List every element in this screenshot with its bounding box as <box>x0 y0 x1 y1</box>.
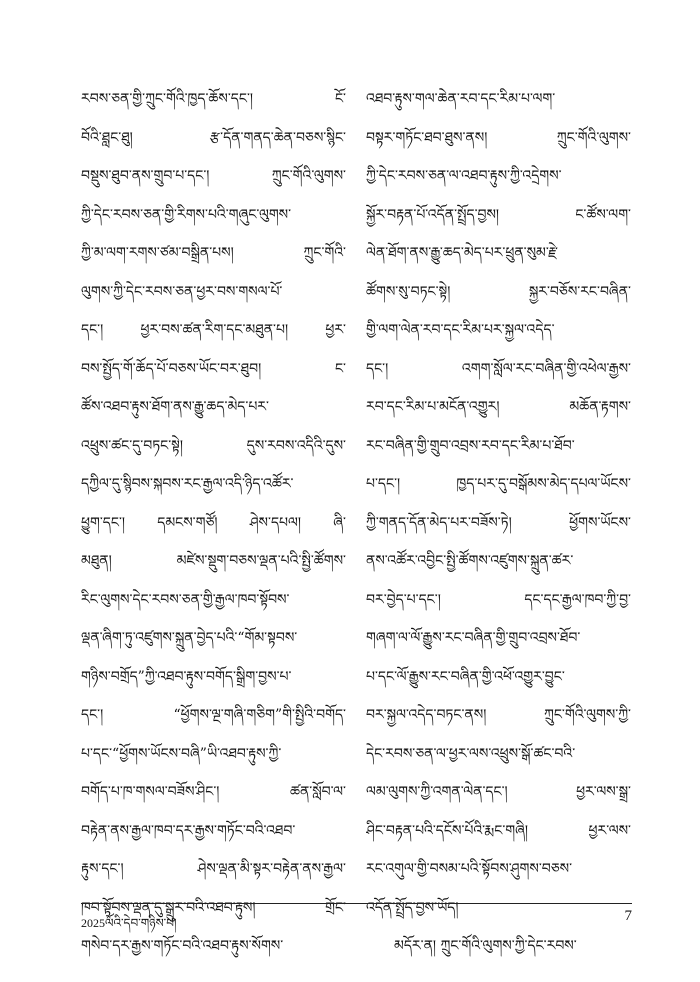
text-line: རང་འགུལ་གྱི་བསམ་པའི་སྟོབས་ཤུགས་བཅས་ <box>366 861 573 877</box>
text-line: གཉིས་བགྲོད”ཀྱི་འཐབ་རྟུས་བགོད་སྒྲིག་བྱས་པ་ <box>81 668 292 685</box>
text-line: ཤིང་བརྟན་པའི་དངོས་པོའི་རྨང་གཞི། ཕྱར་ལས་ <box>366 822 631 839</box>
text-line: དེང་རབས་ཅན་ལ་ཕྱར་ལས་འཕྲུས་སྒོ་ཚང་བའི་ <box>366 745 576 762</box>
text-line: ཀྱི་དེང་རབས་ཅན་གྱི་རིགས་པའི་གཞུང་ལུགས་ <box>81 206 292 223</box>
text-line: གཞག་ལ་ལོ་རྒྱུས་རང་བཞིན་གྱི་གྲུབ་འབྲས་ཐོབ་ <box>366 630 581 646</box>
text-line: པ་དང་ལོ་རྒྱུས་རང་བཞིན་གྱི་འཕོ་འགྱུར་བྱུང་ <box>366 668 565 685</box>
text-line: ཁབ་སྟོབས་ལྡན་དུ་སྒྲུར་བའི་འཐབ་རྟུས། གྲོང་ <box>81 899 346 916</box>
text-line: རིང་ལུགས་དེང་རབས་ཅན་གྱི་རྒྱལ་ཁབ་སྟོབས་ <box>81 591 290 608</box>
text-line: བརྟེན་ནས་རྒྱལ་ཁབ་དར་རྒྱས་གཏོང་བའི་འཐབ་ <box>81 822 296 839</box>
text-line: ཕྱུག་དང་། དམངས་གཙོ། ཤེས་དཔལ། ཞི་ <box>81 514 346 531</box>
text-line: ཀྱི་གནད་དོན་མེད་པར་བཟོས་ཏེ། ཕྱོགས་ཡོངས་ <box>366 514 631 531</box>
footer-rule <box>81 903 632 904</box>
text-line: བར་སྐྱལ་འདེད་བཏང་ནས། ཀྲུང་གོའི་ལུགས་ཀྱི་ <box>366 707 631 723</box>
text-line: ཚོས་འཐབ་རྟུས་ཐོག་ནས་རྒྱུ་ཆད་མེད་པར་ <box>81 399 269 415</box>
text-line: མཐུན། མཛེས་སྡུག་བཅས་ལྡན་པའི་སྤྱི་ཚོགས་ <box>81 553 346 569</box>
journal-issue-label: 2025ལོའི་དེབ་གཉིས་པ། <box>81 916 177 930</box>
text-line: སྐྱོར་བརྟན་པོ་འདོན་སྤྲོད་བྱས། ང་ཚོས་ལག་ <box>366 206 631 223</box>
text-line: བསྡུས་ཐུབ་ནས་གྲུབ་པ་དང་། ཀྲུང་གོའི་ལུགས་ <box>81 168 346 184</box>
text-line: ཀྱི་མ་ལག་རགས་ཙམ་བསྒྲིན་པས། ཀྲུང་གོའི་ <box>81 245 346 261</box>
text-line: དང་། “ཕྱོགས་ལྔ་གཞི་གཅིག”གི་སྤྱིའི་བགོད་ <box>81 707 346 723</box>
right-text-column <box>366 80 631 966</box>
text-line: རབ་དང་རིམ་པ་མངོན་འགྱུར། མཆོན་རྟགས་ <box>366 399 631 415</box>
text-line: ལྡན་ཞིག་ཏུ་འཛུགས་སྐྲུན་བྱེད་པའི་“གོམ་སྟབས་ <box>81 630 298 646</box>
text-line: ལུགས་ཀྱི་དེང་རབས་ཅན་ཕྱར་བས་གསལ་པོ་ <box>81 283 283 300</box>
left-text-column <box>81 80 346 966</box>
text-line: བོའི་ཐླང་ཐུ། རྩ་དོན་གནད་ཆེན་བཅས་སྙིང་ <box>81 129 346 146</box>
text-line: ནས་འཚོར་འབྱིང་སྤྱི་ཚོགས་འཛུགས་སྐྲུན་ཚར་ <box>366 553 574 569</box>
text-line: རབས་ཅན་གྱི་ཀྲུང་གོའི་ཁྱད་ཆོས་དང་། ངོ་ <box>81 91 346 107</box>
text-line: ལམ་ལུགས་ཀྱི་འགན་ལེན་དང་། ཕྱར་ལས་སྒྲ་ <box>366 784 631 800</box>
text-line: བསྟར་གཏོང་ཐབ་ཐུས་ནས། ཀྲུང་གོའི་ལུགས་ <box>366 129 631 146</box>
text-line: དང་། ཕྱར་བས་ཚན་རིག་དང་མཐུན་པ། ཕྱར་ <box>81 322 346 338</box>
text-line: རྟུས་དང་། ཤེས་ལྡན་མི་སྟར་བརྟེན་ནས་རྒྱལ་ <box>81 861 346 877</box>
text-line: དཀྱིལ་དུ་སྙིབས་སྐབས་རང་རྒྱལ་འདི་ཉིད་འཚོར་ <box>81 476 294 492</box>
text-line: འདོན་སྤྲོད་བྱས་ཡོད། <box>366 899 459 916</box>
text-line: རང་བཞིན་གྱི་གྲུབ་འབྲས་རབ་དང་རིམ་པ་ཐོབ་ <box>366 437 575 454</box>
text-line: བས་སྤྱོད་གོ་ཆོད་པོ་བཅས་ཡོང་བར་ཐུབ། ང་ <box>81 360 346 377</box>
text-line: གྱི་ལག་ལེན་རབ་དང་རིམ་པར་སྐྱལ་འདེད་ <box>366 322 555 338</box>
text-line: བགོད་པ་ཁ་གསལ་བཟོས་ཤིང་། ཚན་སློབ་ལ་ <box>81 784 346 800</box>
text-line: ཚོགས་སུ་བཏང་སྟེ། སྐྱར་བཅོས་རང་བཞིན་ <box>366 283 631 300</box>
text-line: མདོར་ན། ཀྲུང་གོའི་ལུགས་ཀྱི་དེང་རབས་ <box>394 938 577 954</box>
text-line: པ་དང་། ཁྱད་པར་དུ་བསྒོམས་མེད་དཔལ་ཡོངས་ <box>366 476 631 492</box>
text-line: གསེབ་དར་རྒྱས་གཏོང་བའི་འཐབ་རྟུས་སོགས་ <box>81 938 284 954</box>
page-number: 7 <box>624 908 632 924</box>
text-line: ལེན་ཐོག་ནས་རྒྱུ་ཆད་མེད་པར་ཕྲུན་སུམ་རྗེ་ <box>366 245 558 261</box>
text-line: བར་བྱེད་པ་དང་། དང་དང་རྒྱལ་ཁབ་ཀྱི་བྱ་ <box>366 591 631 608</box>
text-line: པ་དང་“ཕྱོགས་ཡོངས་བཞི”ཡི་འཐབ་རྟུས་ཀྱི་ <box>81 745 282 762</box>
text-line: ཀྱི་དེང་རབས་ཅན་ལ་འཐབ་རྟུས་ཀྱི་འདྲེགས་ <box>366 168 562 184</box>
text-line: འཕྲུས་ཚང་དུ་བཏང་སྟེ། དུས་རབས་འདིའི་དུས་ <box>81 437 346 454</box>
text-line: འཐབ་རྟུས་གལ་ཆེན་རབ་དང་རིམ་པ་ལག་ <box>366 91 556 107</box>
text-line: དང་། འགག་སློལ་རང་བཞིན་གྱི་འཕེལ་རྒྱས་ <box>366 360 631 377</box>
